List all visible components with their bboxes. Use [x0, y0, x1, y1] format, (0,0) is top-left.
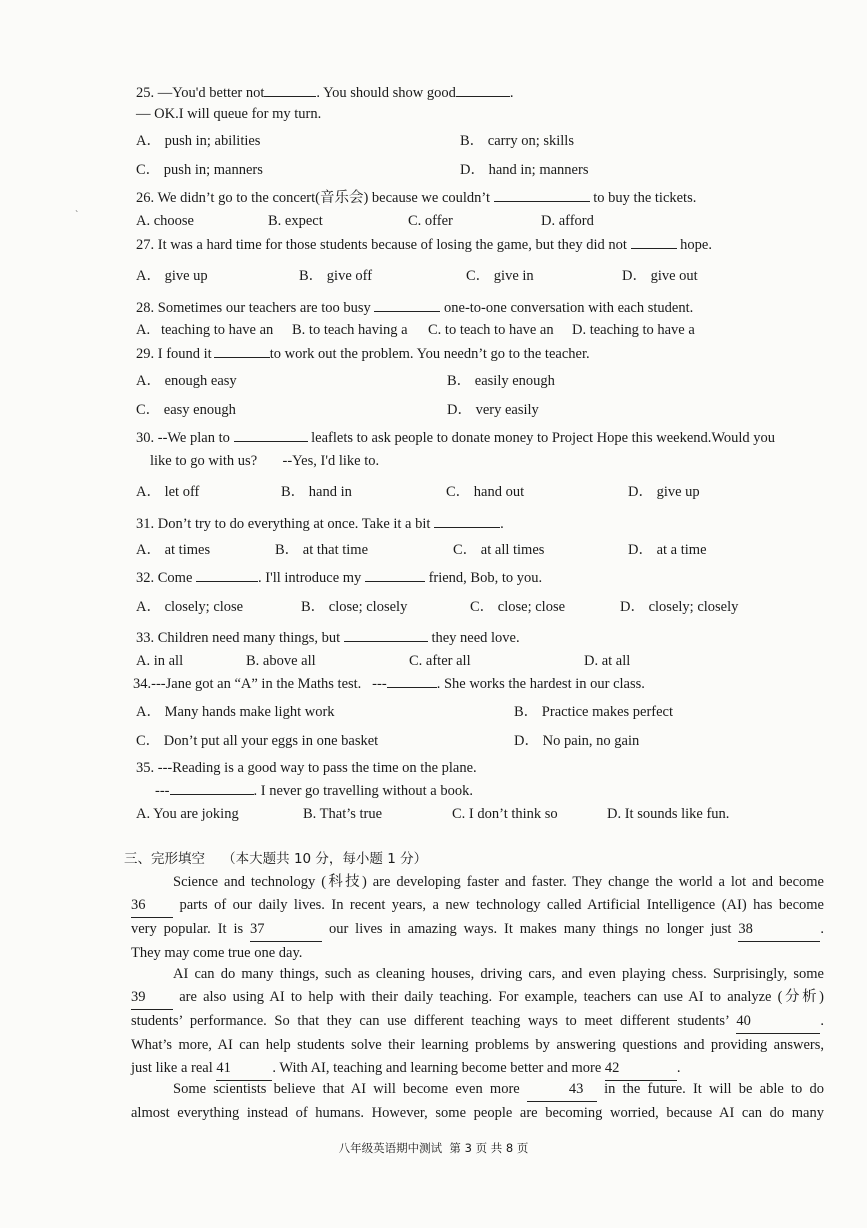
option-a[interactable]: A. You are joking [136, 806, 239, 822]
question-35-reply: --- . I never go travelling without a book. [155, 783, 473, 799]
option-d[interactable]: D. afford [541, 213, 594, 229]
option-a[interactable]: A． enough easy [136, 373, 237, 389]
option-c[interactable]: C． easy enough [136, 402, 236, 418]
option-c[interactable]: C． hand out [446, 484, 525, 500]
option-d[interactable]: D． hand in; manners [460, 162, 589, 178]
option-b[interactable]: B． easily enough [447, 373, 555, 389]
option-d[interactable]: D． closely; closely [620, 599, 739, 615]
option-b[interactable]: B． give off [299, 268, 373, 284]
option-a[interactable]: A． let off [136, 484, 200, 500]
blank-41[interactable]: 41 [216, 1057, 272, 1081]
question-26: 26. We didn’t go to the concert(音乐会) because we couldn’t to buy the tickets. [136, 190, 697, 206]
answer-blank[interactable] [387, 674, 437, 688]
option-c[interactable]: C． push in; manners [136, 162, 263, 178]
question-30-reply: like to go with us? --Yes, I'd like to. [150, 453, 380, 469]
cloze-paragraph-1: Science and technology (科技) are developing faster and faster. They change the world a lot and become 36 parts of our daily lives. In recent years, a new technology called Artificial Intelligence (AI) has become very popular. It is 37 our lives in amazing ways. It makes many things no longer just 38 . They may come true one day. [131, 874, 824, 961]
option-c[interactable]: C. to teach to have an [428, 322, 554, 338]
answer-blank[interactable] [365, 568, 425, 582]
option-d[interactable]: D. teaching to have a [572, 322, 695, 338]
option-a[interactable]: A. in all [136, 653, 184, 669]
page-footer: 八年级英语期中测试 第 3 页 共 8 页 [338, 1141, 529, 1155]
option-b[interactable]: B. above all [246, 653, 316, 669]
answer-blank[interactable] [456, 83, 510, 97]
option-c[interactable]: C． Don’t put all your eggs in one basket [136, 733, 379, 749]
option-c[interactable]: C． close; close [470, 599, 566, 615]
blank-43[interactable]: 43 [527, 1078, 597, 1102]
blank-42[interactable]: 42 [605, 1057, 677, 1081]
question-33: 33. Children need many things, but they need love. [136, 630, 520, 646]
answer-blank[interactable] [234, 428, 308, 442]
option-a[interactable]: A． push in; abilities [136, 133, 261, 149]
answer-blank[interactable] [264, 83, 316, 97]
option-d[interactable]: D． No pain, no gain [514, 733, 640, 749]
option-d[interactable]: D. at all [584, 653, 631, 669]
option-a[interactable]: A． at times [136, 542, 211, 558]
answer-blank[interactable] [214, 344, 270, 358]
question-34: 34.---Jane got an “A” in the Maths test. --- . She works the hardest in our class. [133, 676, 645, 692]
question-30: 30. --We plan to leaflets to ask people to donate money to Project Hope this weekend.Would you [136, 430, 776, 446]
option-b[interactable]: B. That’s true [303, 806, 383, 822]
option-d[interactable]: D． give up [628, 484, 700, 500]
section-title: 三、完形填空 （本大题共 10 分，每小题 1 分） [124, 851, 428, 867]
option-b[interactable]: B． close; closely [301, 599, 408, 615]
question-25: 25. —You'd better not . You should show good . [136, 85, 514, 101]
option-a[interactable]: A． closely; close [136, 599, 244, 615]
option-a[interactable]: A. teaching to have an [136, 322, 274, 338]
option-c[interactable]: C. after all [409, 653, 471, 669]
answer-blank[interactable] [374, 298, 440, 312]
option-d[interactable]: D． give out [622, 268, 698, 284]
question-27: 27. It was a hard time for those students because of losing the game, but they did not hope. [136, 237, 712, 253]
option-b[interactable]: B． carry on; skills [460, 133, 574, 149]
blank-37[interactable]: 37 [250, 918, 322, 942]
question-29: 29. I found it to work out the problem. You needn’t go to the teacher. [136, 346, 590, 362]
option-c[interactable]: C. offer [408, 213, 453, 229]
answer-blank[interactable] [170, 781, 254, 795]
blank-38[interactable]: 38 [738, 918, 820, 942]
option-b[interactable]: B． Practice makes perfect [514, 704, 674, 720]
option-b[interactable]: B． hand in [281, 484, 352, 500]
answer-blank[interactable] [434, 514, 500, 528]
cloze-paragraph-3: Some scientists believe that AI will become even more 43 in the future. It will be able to do almost everything instead of humans. However, some people are becoming worried, because AI can do many [131, 1078, 824, 1125]
option-c[interactable]: C． give in [466, 268, 534, 284]
answer-blank[interactable] [494, 188, 590, 202]
option-c[interactable]: C． at all times [453, 542, 545, 558]
option-b[interactable]: B． at that time [275, 542, 369, 558]
question-32: 32. Come . I'll introduce my friend, Bob, to you. [136, 570, 543, 586]
option-d[interactable]: D． at a time [628, 542, 707, 558]
blank-40[interactable]: 40 [736, 1010, 820, 1034]
question-31: 31. Don’t try to do everything at once. Take it a bit . [136, 516, 504, 532]
blank-36[interactable]: 36 [131, 894, 173, 918]
margin-mark: ˋ [75, 210, 79, 221]
question-25-reply: — OK.I will queue for my turn. [136, 106, 322, 122]
option-b[interactable]: B. expect [268, 213, 323, 229]
answer-blank[interactable] [196, 568, 258, 582]
option-a[interactable]: A. choose [136, 213, 194, 229]
question-35: 35. ---Reading is a good way to pass the time on the plane. [136, 760, 477, 776]
option-c[interactable]: C. I don’t think so [452, 806, 558, 822]
option-b[interactable]: B. to teach having a [292, 322, 408, 338]
answer-blank[interactable] [344, 628, 428, 642]
question-28: 28. Sometimes our teachers are too busy one-to-one conversation with each student. [136, 300, 694, 316]
blank-39[interactable]: 39 [131, 986, 173, 1010]
option-a[interactable]: A． Many hands make light work [136, 704, 335, 720]
option-a[interactable]: A． give up [136, 268, 208, 284]
cloze-paragraph-2: AI can do many things, such as cleaning houses, driving cars, and even playing chess. Surprisingly, some 39 are also using AI to help with their daily teaching. For example, teachers can use AI to analyze (分析) students’ performance. So that they can use different teaching ways to meet different students’ 40 . What’s more, AI can help students solve their learning problems by answering questions and providing answers, just like a real 41 . With AI, teaching and learning become better and more 42 . [131, 963, 824, 1081]
option-d[interactable]: D. It sounds like fun. [607, 806, 730, 822]
answer-blank[interactable] [631, 235, 677, 249]
option-d[interactable]: D． very easily [447, 402, 539, 418]
